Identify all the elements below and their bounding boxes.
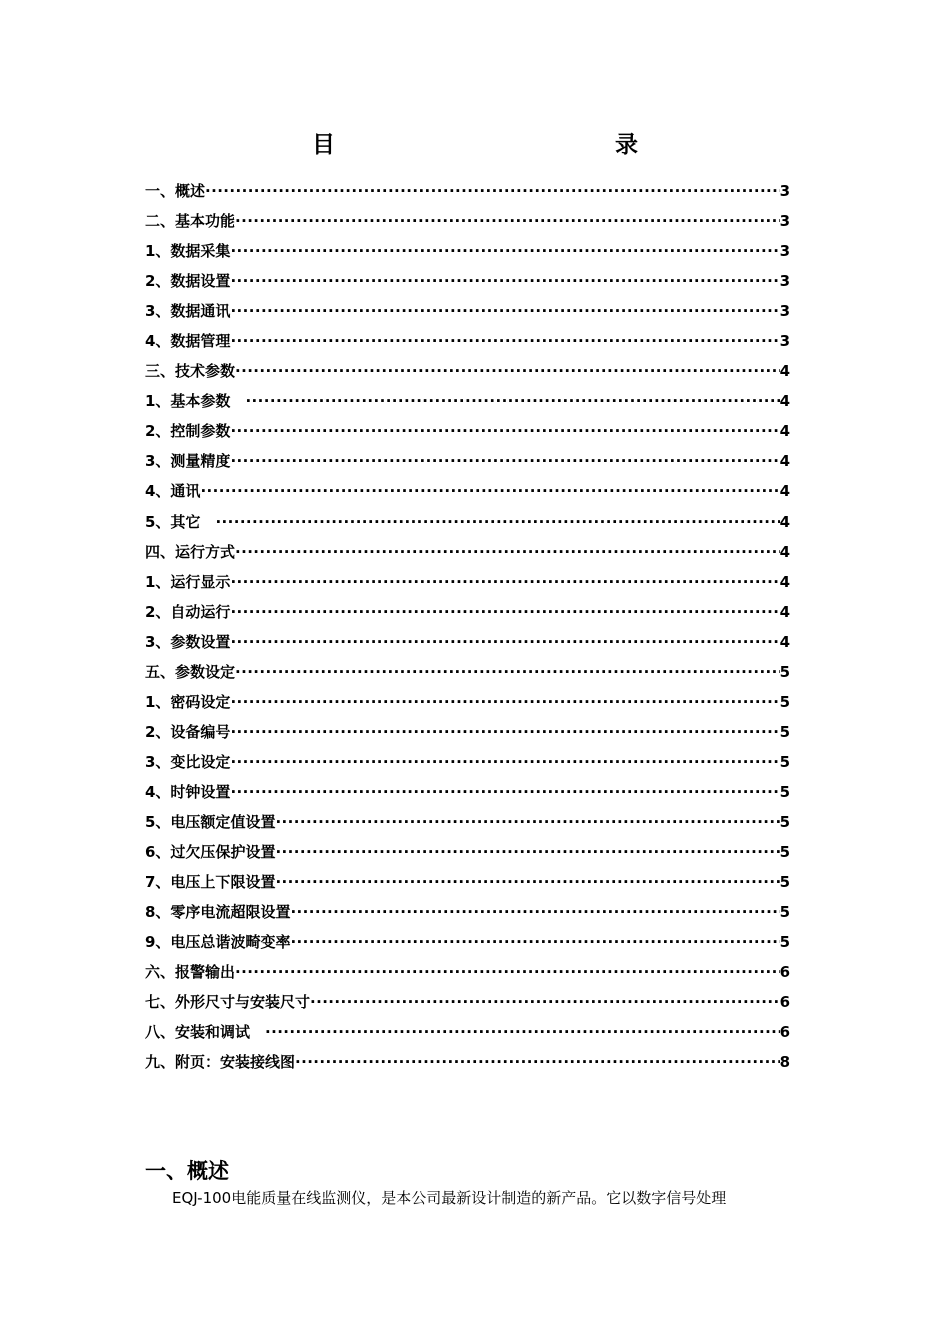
- toc-leader-dots: [235, 362, 780, 380]
- toc-entry-page: 5: [779, 812, 790, 831]
- toc-entry-label: 3、测量精度: [145, 452, 231, 471]
- toc-entry-page: 4: [779, 482, 790, 501]
- toc-leader-dots: [230, 302, 779, 320]
- toc-entry: [145, 210, 790, 240]
- toc-leader-dots: [235, 663, 780, 681]
- toc-leader-dots: [290, 903, 779, 921]
- toc-entry-page: 5: [779, 933, 790, 952]
- toc-entry-page: 4: [779, 602, 790, 621]
- toc-entry: [145, 931, 790, 961]
- toc-entry-label: 七、外形尺寸与安装尺寸: [145, 993, 311, 1012]
- toc-entry-label: 五、参数设定: [145, 662, 236, 681]
- toc-entry: [145, 330, 790, 360]
- toc-entry-page: 5: [779, 903, 790, 922]
- toc-entry: [145, 240, 790, 270]
- toc-leader-dots: [230, 422, 779, 440]
- toc-entry-label: 4、通讯: [145, 482, 201, 501]
- toc-leader-dots: [230, 753, 779, 771]
- toc-leader-dots: [230, 332, 779, 350]
- toc-entry-page: 5: [779, 843, 790, 862]
- toc-entry: [145, 420, 790, 450]
- toc-entry-label: 3、数据通讯: [145, 302, 231, 321]
- toc-entry-page: 5: [779, 752, 790, 771]
- toc-entry: [145, 180, 790, 210]
- toc-entry: [145, 1021, 790, 1051]
- toc-entry-page: 5: [779, 782, 790, 801]
- toc-entry: [145, 721, 790, 751]
- toc-leader-dots: [235, 963, 780, 981]
- toc-leader-dots: [235, 212, 780, 230]
- toc-leader-dots: [275, 843, 779, 861]
- toc-entry-label: 8、零序电流超限设置: [145, 903, 291, 922]
- toc-entry: [145, 661, 790, 691]
- toc-leader-dots: [230, 272, 779, 290]
- toc-entry: [145, 991, 790, 1021]
- toc-entry-label: 三、技术参数: [145, 362, 236, 381]
- toc-leader-dots: [290, 933, 779, 951]
- toc-entry: [145, 811, 790, 841]
- toc-leader-dots: [275, 813, 779, 831]
- toc-entry: [145, 631, 790, 661]
- toc-entry-page: 4: [779, 572, 790, 591]
- toc-entry-page: 5: [779, 873, 790, 892]
- toc-entry: [145, 300, 790, 330]
- toc-leader-dots: [230, 573, 779, 591]
- toc-entry-label: 2、自动运行: [145, 602, 231, 621]
- toc-entry: [145, 841, 790, 871]
- toc-entry-page: 4: [779, 542, 790, 561]
- toc-entry-label: 3、变比设定: [145, 752, 231, 771]
- toc-entry-page: 5: [779, 692, 790, 711]
- toc-entry-label: 6、过欠压保护设置: [145, 843, 276, 862]
- toc-entry-label: 六、报警输出: [145, 963, 236, 982]
- toc-entry: [145, 871, 790, 901]
- toc-entry-page: 4: [779, 392, 790, 411]
- toc-entry: [145, 1051, 790, 1081]
- toc-entry-label: 四、运行方式: [145, 542, 236, 561]
- toc-entry-label: 八、安装和调试: [145, 1023, 266, 1042]
- toc-entry-label: 3、参数设置: [145, 632, 231, 651]
- toc-entry-page: 3: [779, 212, 790, 231]
- toc-leader-dots: [230, 693, 779, 711]
- toc-entry-page: 6: [779, 1023, 790, 1042]
- toc-entry: [145, 270, 790, 300]
- toc-leader-dots: [235, 543, 780, 561]
- toc-leader-dots: [230, 603, 779, 621]
- toc-leader-dots: [200, 482, 779, 500]
- toc-entry-page: 3: [779, 302, 790, 321]
- toc-entry-label: 一、概述: [145, 182, 206, 200]
- toc-entry: [145, 751, 790, 781]
- toc-entry: [145, 961, 790, 991]
- toc-entry-label: 1、基本参数: [145, 392, 246, 411]
- toc-entry: [145, 601, 790, 631]
- toc-leader-dots: [245, 392, 779, 410]
- toc-entry: [145, 571, 790, 601]
- toc-entry-page: 3: [779, 182, 790, 200]
- toc-entry-page: 4: [779, 362, 790, 381]
- toc-entry-page: 5: [779, 722, 790, 741]
- toc-entry: [145, 390, 790, 420]
- toc-leader-dots: [265, 1023, 780, 1041]
- toc-entry-label: 5、其它: [145, 512, 216, 531]
- toc-entry-page: 4: [779, 512, 790, 531]
- toc-entry-label: 4、数据管理: [145, 332, 231, 351]
- toc-leader-dots: [230, 723, 779, 741]
- toc-entry: [145, 480, 790, 510]
- toc-leader-dots: [230, 633, 779, 651]
- toc-entry-label: 4、时钟设置: [145, 782, 231, 801]
- toc-leader-dots: [230, 242, 779, 260]
- toc-title: 目 录: [312, 132, 716, 158]
- section-paragraph: EQJ-100电能质量在线监测仪，是本公司最新设计制造的新产品。它以数字信号处理: [172, 1189, 727, 1207]
- toc-entry: [145, 781, 790, 811]
- toc-leader-dots: [310, 993, 780, 1011]
- toc-entry-label: 9、电压总谐波畸变率: [145, 933, 291, 952]
- toc-entry-page: 6: [779, 993, 790, 1012]
- toc-leader-dots: [275, 873, 779, 891]
- toc-entry-page: 6: [779, 963, 790, 982]
- toc-entry: [145, 511, 790, 541]
- toc-entry-label: 2、设备编号: [145, 722, 231, 741]
- toc-entry-label: 7、电压上下限设置: [145, 873, 276, 892]
- toc-entry-label: 2、数据设置: [145, 272, 231, 291]
- toc-entry-page: 4: [779, 632, 790, 651]
- toc-entry: [145, 360, 790, 390]
- toc-entry: [145, 450, 790, 480]
- table-of-contents: [145, 180, 790, 1081]
- toc-entry-label: 2、控制参数: [145, 422, 231, 441]
- toc-entry-label: 二、基本功能: [145, 212, 236, 231]
- toc-entry: [145, 541, 790, 571]
- toc-entry-label: 九、附页：安装接线图: [145, 1053, 296, 1072]
- toc-entry-label: 5、电压额定值设置: [145, 812, 276, 831]
- toc-entry-label: 1、运行显示: [145, 572, 231, 591]
- section-heading: 一、概述: [145, 1159, 229, 1183]
- toc-entry: [145, 691, 790, 721]
- toc-entry-label: 1、数据采集: [145, 242, 231, 261]
- toc-leader-dots: [295, 1053, 780, 1071]
- toc-leader-dots: [215, 513, 779, 531]
- toc-entry-label: 1、密码设定: [145, 692, 231, 711]
- toc-entry-page: 8: [779, 1053, 790, 1072]
- toc-leader-dots: [230, 452, 779, 470]
- toc-entry-page: 3: [779, 272, 790, 291]
- toc-entry: [145, 901, 790, 931]
- toc-entry-page: 4: [779, 452, 790, 471]
- toc-entry-page: 4: [779, 422, 790, 441]
- toc-leader-dots: [230, 783, 779, 801]
- toc-entry-page: 3: [779, 242, 790, 261]
- toc-entry-page: 3: [779, 332, 790, 351]
- toc-leader-dots: [205, 182, 780, 200]
- toc-entry-page: 5: [779, 662, 790, 681]
